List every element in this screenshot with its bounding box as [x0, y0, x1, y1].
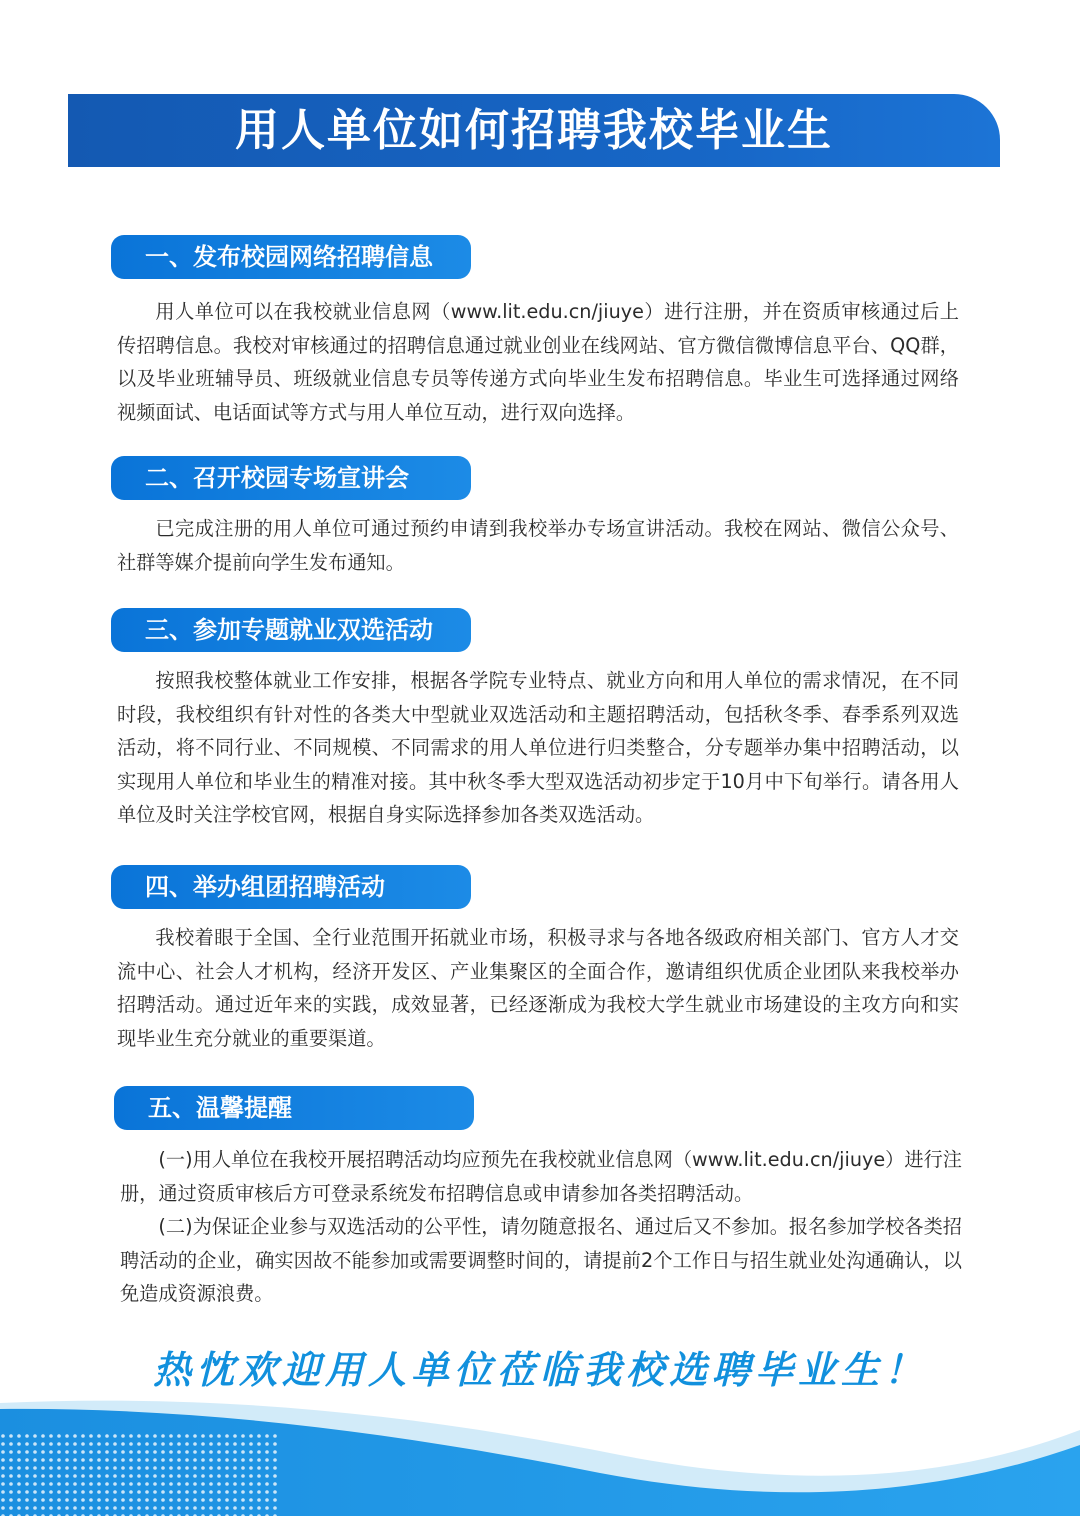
section-1-paragraph: 用人单位可以在我校就业信息网（www.lit.edu.cn/jiuye）进行注册，并在资质审核通过后上传招聘信息。我校对审核通过的招聘信息通过就业创业在线网站、官方微信微博信息平台、QQ群，以及毕业班辅导员、班级就业信息专员等传递方式向毕业生发布招聘信息。毕业生可选择通过网络视频面试、电话面试等方式与用人单位互动，进行双向选择。 — [117, 300, 959, 424]
section-heading-5: 五、温馨提醒 — [114, 1086, 474, 1130]
page-title: 用人单位如何招聘我校毕业生 — [235, 105, 833, 156]
reminder-item-1: (一)用人单位在我校开展招聘活动均应预先在我校就业信息网（www.lit.edu.cn/jiuye）进行注册，通过资质审核后方可登录系统发布招聘信息或申请参加各类招聘活动。 — [120, 1148, 962, 1205]
section-heading-3: 三、参加专题就业双选活动 — [111, 608, 471, 652]
title-banner — [68, 94, 1000, 167]
section-heading-4: 四、举办组团招聘活动 — [111, 865, 471, 909]
section-3-paragraph: 按照我校整体就业工作安排，根据各学院专业特点、就业方向和用人单位的需求情况，在不同时段，我校组织有针对性的各类大中型就业双选活动和主题招聘活动，包括秋冬季、春季系列双选活动，将不同行业、不同规模、不同需求的用人单位进行归类整合，分专题举办集中招聘活动，以实现用人单位和毕业生的精准对接。其中秋冬季大型双选活动初步定于10月中下旬举行。请各用人单位及时关注学校官网，根据自身实际选择参加各类双选活动。 — [117, 669, 959, 827]
section-heading-2: 二、召开校园专场宣讲会 — [111, 456, 471, 500]
section-2-paragraph: 已完成注册的用人单位可通过预约申请到我校举办专场宣讲活动。我校在网站、微信公众号、社群等媒介提前向学生发布通知。 — [117, 517, 959, 574]
section-4-paragraph: 我校着眼于全国、全行业范围开拓就业市场，积极寻求与各地各级政府相关部门、官方人才交流中心、社会人才机构，经济开发区、产业集聚区的全面合作，邀请组织优质企业团队来我校举办招聘活动。通过近年来的实践，成效显著，已经逐渐成为我校大学生就业市场建设的主攻方向和实现毕业生充分就业的重要渠道。 — [117, 926, 959, 1050]
section-heading-1: 一、发布校园网络招聘信息 — [111, 235, 471, 279]
decorative-wave — [0, 1385, 1080, 1516]
reminder-item-2: (二)为保证企业参与双选活动的公平性，请勿随意报名、通过后又不参加。报名参加学校各类招聘活动的企业，确实因故不能参加或需要调整时间的，请提前2个工作日与招生就业处沟通确认，以免造成资源浪费。 — [120, 1215, 962, 1306]
closing-slogan: 热忱欢迎用人单位莅临我校选聘毕业生！ — [152, 1348, 927, 1392]
